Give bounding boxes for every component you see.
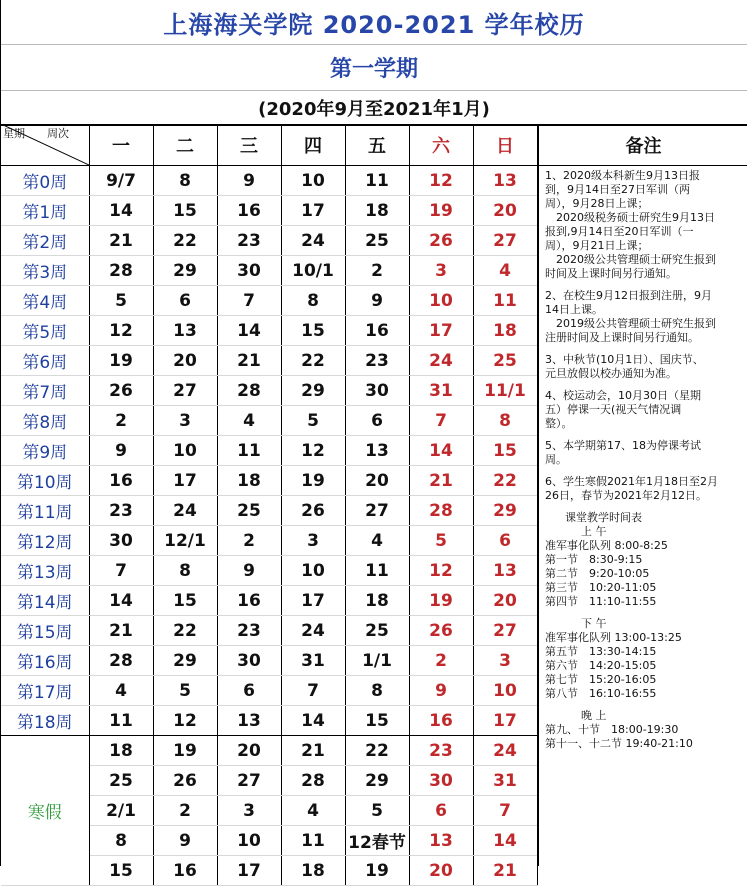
- note-line: 注册时间及上课时间另行通知。: [545, 331, 699, 344]
- date-cell: 21: [89, 616, 153, 646]
- date-cell: 29: [473, 496, 537, 526]
- date-cell: 5: [409, 526, 473, 556]
- week-label: 第10周: [1, 466, 89, 496]
- date-cell: 15: [89, 856, 153, 886]
- date-cell: 11: [281, 826, 345, 856]
- winter-week-row: [1, 736, 537, 766]
- afternoon-schedule: [545, 631, 744, 701]
- schedule-title: 课堂教学时间表: [565, 511, 642, 524]
- date-cell: 17: [281, 196, 345, 226]
- day-header-tue: 二: [153, 124, 217, 166]
- date-cell: 24: [409, 346, 473, 376]
- date-cell: 15: [473, 436, 537, 466]
- week-row: [1, 406, 537, 436]
- date-cell: 10: [217, 826, 281, 856]
- note-line: 2020级公共管理硕士研究生报到: [545, 253, 716, 266]
- date-cell: 12: [153, 706, 217, 736]
- note-line: 3、中秋节(10月1日）、国庆节、: [545, 353, 704, 366]
- note-line: 周），9月21日上课；: [545, 239, 649, 252]
- calendar-table: [1, 124, 538, 886]
- date-cell: 29: [153, 256, 217, 286]
- date-range: (2020年9月至2021年1月): [258, 98, 490, 120]
- date-cell: 31: [473, 766, 537, 796]
- date-cell: 14: [217, 316, 281, 346]
- note-line: 元旦放假以校办通知为准。: [545, 367, 677, 380]
- date-cell: 7: [281, 676, 345, 706]
- date-cell: 9: [89, 436, 153, 466]
- date-cell: 17: [409, 316, 473, 346]
- note-6: [545, 475, 744, 503]
- date-cell: 10: [281, 166, 345, 196]
- date-cell: 26: [153, 766, 217, 796]
- note-line: 整）。: [545, 417, 573, 430]
- subtitle-row: [1, 45, 747, 91]
- date-cell: 12: [409, 166, 473, 196]
- note-line: 1、2020级本科新生9月13日报: [545, 169, 700, 182]
- date-cell: 15: [153, 586, 217, 616]
- date-cell: 25: [473, 346, 537, 376]
- date-cell: 19: [281, 466, 345, 496]
- date-cell: 6: [473, 526, 537, 556]
- morning-schedule: [545, 539, 744, 609]
- date-cell: 28: [409, 496, 473, 526]
- date-cell: 20: [345, 466, 409, 496]
- date-cell: 23: [217, 226, 281, 256]
- date-cell: 20: [473, 586, 537, 616]
- note-1: [545, 169, 744, 281]
- date-cell: 23: [217, 616, 281, 646]
- date-cell: 17: [217, 856, 281, 886]
- note-line: 5、本学期第17、18为停课考试: [545, 439, 701, 452]
- date-cell: 5: [281, 406, 345, 436]
- date-cell: 5: [153, 676, 217, 706]
- winter-break-label: 寒假: [1, 736, 89, 886]
- calendar-rows: [1, 166, 537, 886]
- week-row: [1, 466, 537, 496]
- date-cell: 29: [153, 646, 217, 676]
- corner-label-week: 周次: [47, 127, 69, 140]
- date-cell: 31: [281, 646, 345, 676]
- corner-label-weekday: 星期: [3, 127, 25, 140]
- date-cell: 2: [345, 256, 409, 286]
- date-cell: 13: [409, 826, 473, 856]
- date-cell: 19: [345, 856, 409, 886]
- note-line: 第七节 15:20-16:05: [545, 673, 657, 686]
- date-cell: 8: [281, 286, 345, 316]
- note-line: 第三节 10:20-11:05: [545, 581, 657, 594]
- date-cell: 28: [89, 646, 153, 676]
- date-cell: 2/1: [89, 796, 153, 826]
- date-cell: 6: [409, 796, 473, 826]
- date-cell: 26: [89, 376, 153, 406]
- date-cell: 4: [281, 796, 345, 826]
- note-line: 第六节 14:20-15:05: [545, 659, 657, 672]
- note-3: [545, 353, 744, 381]
- day-header-mon: 一: [89, 124, 153, 166]
- date-cell: 18: [281, 856, 345, 886]
- date-cell: 6: [345, 406, 409, 436]
- note-2: [545, 289, 744, 345]
- week-row: [1, 256, 537, 286]
- date-cell: 17: [473, 706, 537, 736]
- date-cell: 21: [281, 736, 345, 766]
- date-cell: 9: [153, 826, 217, 856]
- week-row: [1, 646, 537, 676]
- date-cell: 28: [217, 376, 281, 406]
- day-header-fri: 五: [345, 124, 409, 166]
- week-row: [1, 376, 537, 406]
- date-cell: 8: [153, 166, 217, 196]
- note-line: 报到,9月14日至20日军训（一: [545, 225, 694, 238]
- date-cell: 30: [345, 376, 409, 406]
- semester-title: 第一学期: [329, 57, 418, 82]
- note-line: 第二节 9:20-10:05: [545, 567, 650, 580]
- week-label: 第15周: [1, 616, 89, 646]
- date-cell: 20: [153, 346, 217, 376]
- date-cell: 20: [217, 736, 281, 766]
- date-cell: 29: [281, 376, 345, 406]
- note-4: [545, 389, 744, 431]
- date-cell: 8: [89, 826, 153, 856]
- date-cell: 15: [281, 316, 345, 346]
- morning-label: 上 午: [581, 525, 607, 538]
- title-row: [1, 0, 747, 45]
- week-label: 第12周: [1, 526, 89, 556]
- note-line: 到，9月14日至27日军训（两: [545, 183, 690, 196]
- corner-cell: [1, 124, 89, 166]
- week-label: 第1周: [1, 196, 89, 226]
- date-cell: 22: [153, 226, 217, 256]
- notes-panel: [537, 124, 747, 866]
- date-cell: 10/1: [281, 256, 345, 286]
- date-cell: 5: [345, 796, 409, 826]
- date-cell: 20: [409, 856, 473, 886]
- date-cell: 3: [281, 526, 345, 556]
- date-cell: 13: [217, 706, 281, 736]
- date-cell: 15: [153, 196, 217, 226]
- date-cell: 30: [217, 256, 281, 286]
- date-cell: 6: [217, 676, 281, 706]
- date-cell: 7: [473, 796, 537, 826]
- date-cell: 14: [89, 196, 153, 226]
- week-label: 第18周: [1, 706, 89, 736]
- week-row: [1, 346, 537, 376]
- date-cell: 27: [473, 226, 537, 256]
- date-cell: 20: [473, 196, 537, 226]
- date-cell: 2: [153, 796, 217, 826]
- note-line: 第一节 8:30-9:15: [545, 553, 643, 566]
- date-cell: 26: [281, 496, 345, 526]
- date-cell: 10: [153, 436, 217, 466]
- day-header-row: [1, 124, 537, 166]
- date-cell: 25: [345, 226, 409, 256]
- date-cell: 3: [409, 256, 473, 286]
- date-cell: 4: [473, 256, 537, 286]
- date-cell: 21: [217, 346, 281, 376]
- date-cell: 12/1: [153, 526, 217, 556]
- week-label: 第5周: [1, 316, 89, 346]
- date-cell: 23: [89, 496, 153, 526]
- date-cell: 8: [473, 406, 537, 436]
- date-cell: 7: [217, 286, 281, 316]
- week-label: 第3周: [1, 256, 89, 286]
- date-cell: 13: [473, 166, 537, 196]
- date-cell: 26: [409, 226, 473, 256]
- date-cell: 10: [473, 676, 537, 706]
- date-cell: 22: [473, 466, 537, 496]
- week-label: 第6周: [1, 346, 89, 376]
- date-cell: 22: [153, 616, 217, 646]
- date-cell: 27: [345, 496, 409, 526]
- day-header-thu: 四: [281, 124, 345, 166]
- note-line: 准军事化队列 13:00-13:25: [545, 631, 682, 644]
- date-range-row: [1, 91, 747, 126]
- afternoon-label: 下 午: [581, 617, 607, 630]
- note-line: 第九、十节 18:00-19:30: [545, 723, 679, 736]
- date-cell: 9: [217, 166, 281, 196]
- date-cell: 16: [217, 586, 281, 616]
- date-cell: 16: [409, 706, 473, 736]
- note-line: 第十一、十二节 19:40-21:10: [545, 737, 693, 750]
- date-cell: 23: [409, 736, 473, 766]
- week-label: 第7周: [1, 376, 89, 406]
- date-cell: 17: [153, 466, 217, 496]
- date-cell: 4: [217, 406, 281, 436]
- week-label: 第14周: [1, 586, 89, 616]
- date-cell: 11: [473, 286, 537, 316]
- date-cell: 13: [473, 556, 537, 586]
- date-cell: 11: [345, 556, 409, 586]
- day-header-sat: 六: [409, 124, 473, 166]
- date-cell: 24: [153, 496, 217, 526]
- note-line: 周。: [545, 453, 567, 466]
- week-label: 第13周: [1, 556, 89, 586]
- date-cell: 7: [409, 406, 473, 436]
- date-cell: 2: [217, 526, 281, 556]
- date-cell: 16: [153, 856, 217, 886]
- note-line: 时间及上课时间另行通知。: [545, 267, 677, 280]
- note-line: 五）停课一天(视天气情况调: [545, 403, 682, 416]
- date-cell: 18: [473, 316, 537, 346]
- date-cell: 18: [89, 736, 153, 766]
- date-cell: 16: [217, 196, 281, 226]
- day-header-wed: 三: [217, 124, 281, 166]
- date-cell: 12: [409, 556, 473, 586]
- date-cell: 12春节: [345, 826, 409, 856]
- date-cell: 12: [89, 316, 153, 346]
- date-cell: 11/1: [473, 376, 537, 406]
- date-cell: 14: [473, 826, 537, 856]
- date-cell: 28: [281, 766, 345, 796]
- week-label: 第9周: [1, 436, 89, 466]
- date-cell: 23: [345, 346, 409, 376]
- date-cell: 3: [473, 646, 537, 676]
- date-cell: 27: [153, 376, 217, 406]
- date-cell: 27: [473, 616, 537, 646]
- date-cell: 17: [281, 586, 345, 616]
- date-cell: 19: [89, 346, 153, 376]
- note-line: 14日上课。: [545, 303, 603, 316]
- week-row: [1, 586, 537, 616]
- date-cell: 2: [89, 406, 153, 436]
- week-row: [1, 706, 537, 736]
- date-cell: 3: [217, 796, 281, 826]
- note-line: 第五节 13:30-14:15: [545, 645, 657, 658]
- week-label: 第11周: [1, 496, 89, 526]
- week-row: [1, 166, 537, 196]
- date-cell: 25: [217, 496, 281, 526]
- date-cell: 19: [153, 736, 217, 766]
- date-cell: 8: [345, 676, 409, 706]
- date-cell: 19: [409, 196, 473, 226]
- week-row: [1, 316, 537, 346]
- date-cell: 29: [345, 766, 409, 796]
- date-cell: 30: [409, 766, 473, 796]
- date-cell: 28: [89, 256, 153, 286]
- date-cell: 13: [153, 316, 217, 346]
- week-row: [1, 676, 537, 706]
- evening-label: 晚 上: [581, 709, 607, 722]
- notes-body: [539, 166, 747, 751]
- date-cell: 19: [409, 586, 473, 616]
- date-cell: 21: [89, 226, 153, 256]
- week-label: 第16周: [1, 646, 89, 676]
- week-row: [1, 436, 537, 466]
- date-cell: 8: [153, 556, 217, 586]
- date-cell: 13: [345, 436, 409, 466]
- date-cell: 2: [409, 646, 473, 676]
- date-cell: 14: [281, 706, 345, 736]
- date-cell: 31: [409, 376, 473, 406]
- note-line: 第四节 11:10-11:55: [545, 595, 657, 608]
- note-line: 6、学生寒假2021年1月18日至2月: [545, 475, 718, 488]
- date-cell: 16: [345, 316, 409, 346]
- week-label: 第4周: [1, 286, 89, 316]
- date-cell: 24: [281, 616, 345, 646]
- date-cell: 30: [89, 526, 153, 556]
- date-cell: 15: [345, 706, 409, 736]
- week-label: 第8周: [1, 406, 89, 436]
- notes-heading: 备注: [539, 124, 747, 166]
- date-cell: 4: [345, 526, 409, 556]
- date-cell: 9: [409, 676, 473, 706]
- note-line: 4、校运动会，10月30日（星期: [545, 389, 701, 402]
- week-label: 第2周: [1, 226, 89, 256]
- note-line: 26日，春节为2021年2月12日。: [545, 489, 707, 502]
- date-cell: 7: [89, 556, 153, 586]
- week-row: [1, 556, 537, 586]
- note-5: [545, 439, 744, 467]
- date-cell: 12: [281, 436, 345, 466]
- date-cell: 10: [409, 286, 473, 316]
- date-cell: 9: [345, 286, 409, 316]
- week-row: [1, 196, 537, 226]
- note-line: 周），9月28日上课；: [545, 197, 649, 210]
- date-cell: 21: [473, 856, 537, 886]
- date-cell: 22: [345, 736, 409, 766]
- note-line: 第八节 16:10-16:55: [545, 687, 657, 700]
- note-line: 2020级税务硕士研究生9月13日: [545, 211, 715, 224]
- date-cell: 27: [217, 766, 281, 796]
- page-title: 上海海关学院 2020-2021 学年校历: [163, 10, 585, 39]
- date-cell: 6: [153, 286, 217, 316]
- week-row: [1, 226, 537, 256]
- date-cell: 18: [217, 466, 281, 496]
- date-cell: 30: [217, 646, 281, 676]
- week-row: [1, 526, 537, 556]
- date-cell: 18: [345, 196, 409, 226]
- calendar-body: [1, 124, 747, 881]
- date-cell: 14: [89, 586, 153, 616]
- week-label: 第17周: [1, 676, 89, 706]
- week-row: [1, 616, 537, 646]
- date-cell: 5: [89, 286, 153, 316]
- week-row: [1, 496, 537, 526]
- date-cell: 11: [345, 166, 409, 196]
- date-cell: 1/1: [345, 646, 409, 676]
- date-cell: 9/7: [89, 166, 153, 196]
- date-cell: 16: [89, 466, 153, 496]
- date-cell: 10: [281, 556, 345, 586]
- evening-schedule: [545, 723, 744, 751]
- day-header-sun: 日: [473, 124, 537, 166]
- date-cell: 22: [281, 346, 345, 376]
- date-cell: 4: [89, 676, 153, 706]
- date-cell: 21: [409, 466, 473, 496]
- note-line: 2019级公共管理硕士研究生报到: [545, 317, 716, 330]
- week-row: [1, 286, 537, 316]
- date-cell: 25: [89, 766, 153, 796]
- date-cell: 24: [473, 736, 537, 766]
- week-label: 第0周: [1, 166, 89, 196]
- date-cell: 9: [217, 556, 281, 586]
- date-cell: 25: [345, 616, 409, 646]
- date-cell: 24: [281, 226, 345, 256]
- date-cell: 11: [217, 436, 281, 466]
- date-cell: 26: [409, 616, 473, 646]
- note-line: 准军事化队列 8:00-8:25: [545, 539, 668, 552]
- date-cell: 3: [153, 406, 217, 436]
- date-cell: 14: [409, 436, 473, 466]
- date-cell: 18: [345, 586, 409, 616]
- date-cell: 11: [89, 706, 153, 736]
- note-line: 2、在校生9月12日报到注册，9月: [545, 289, 712, 302]
